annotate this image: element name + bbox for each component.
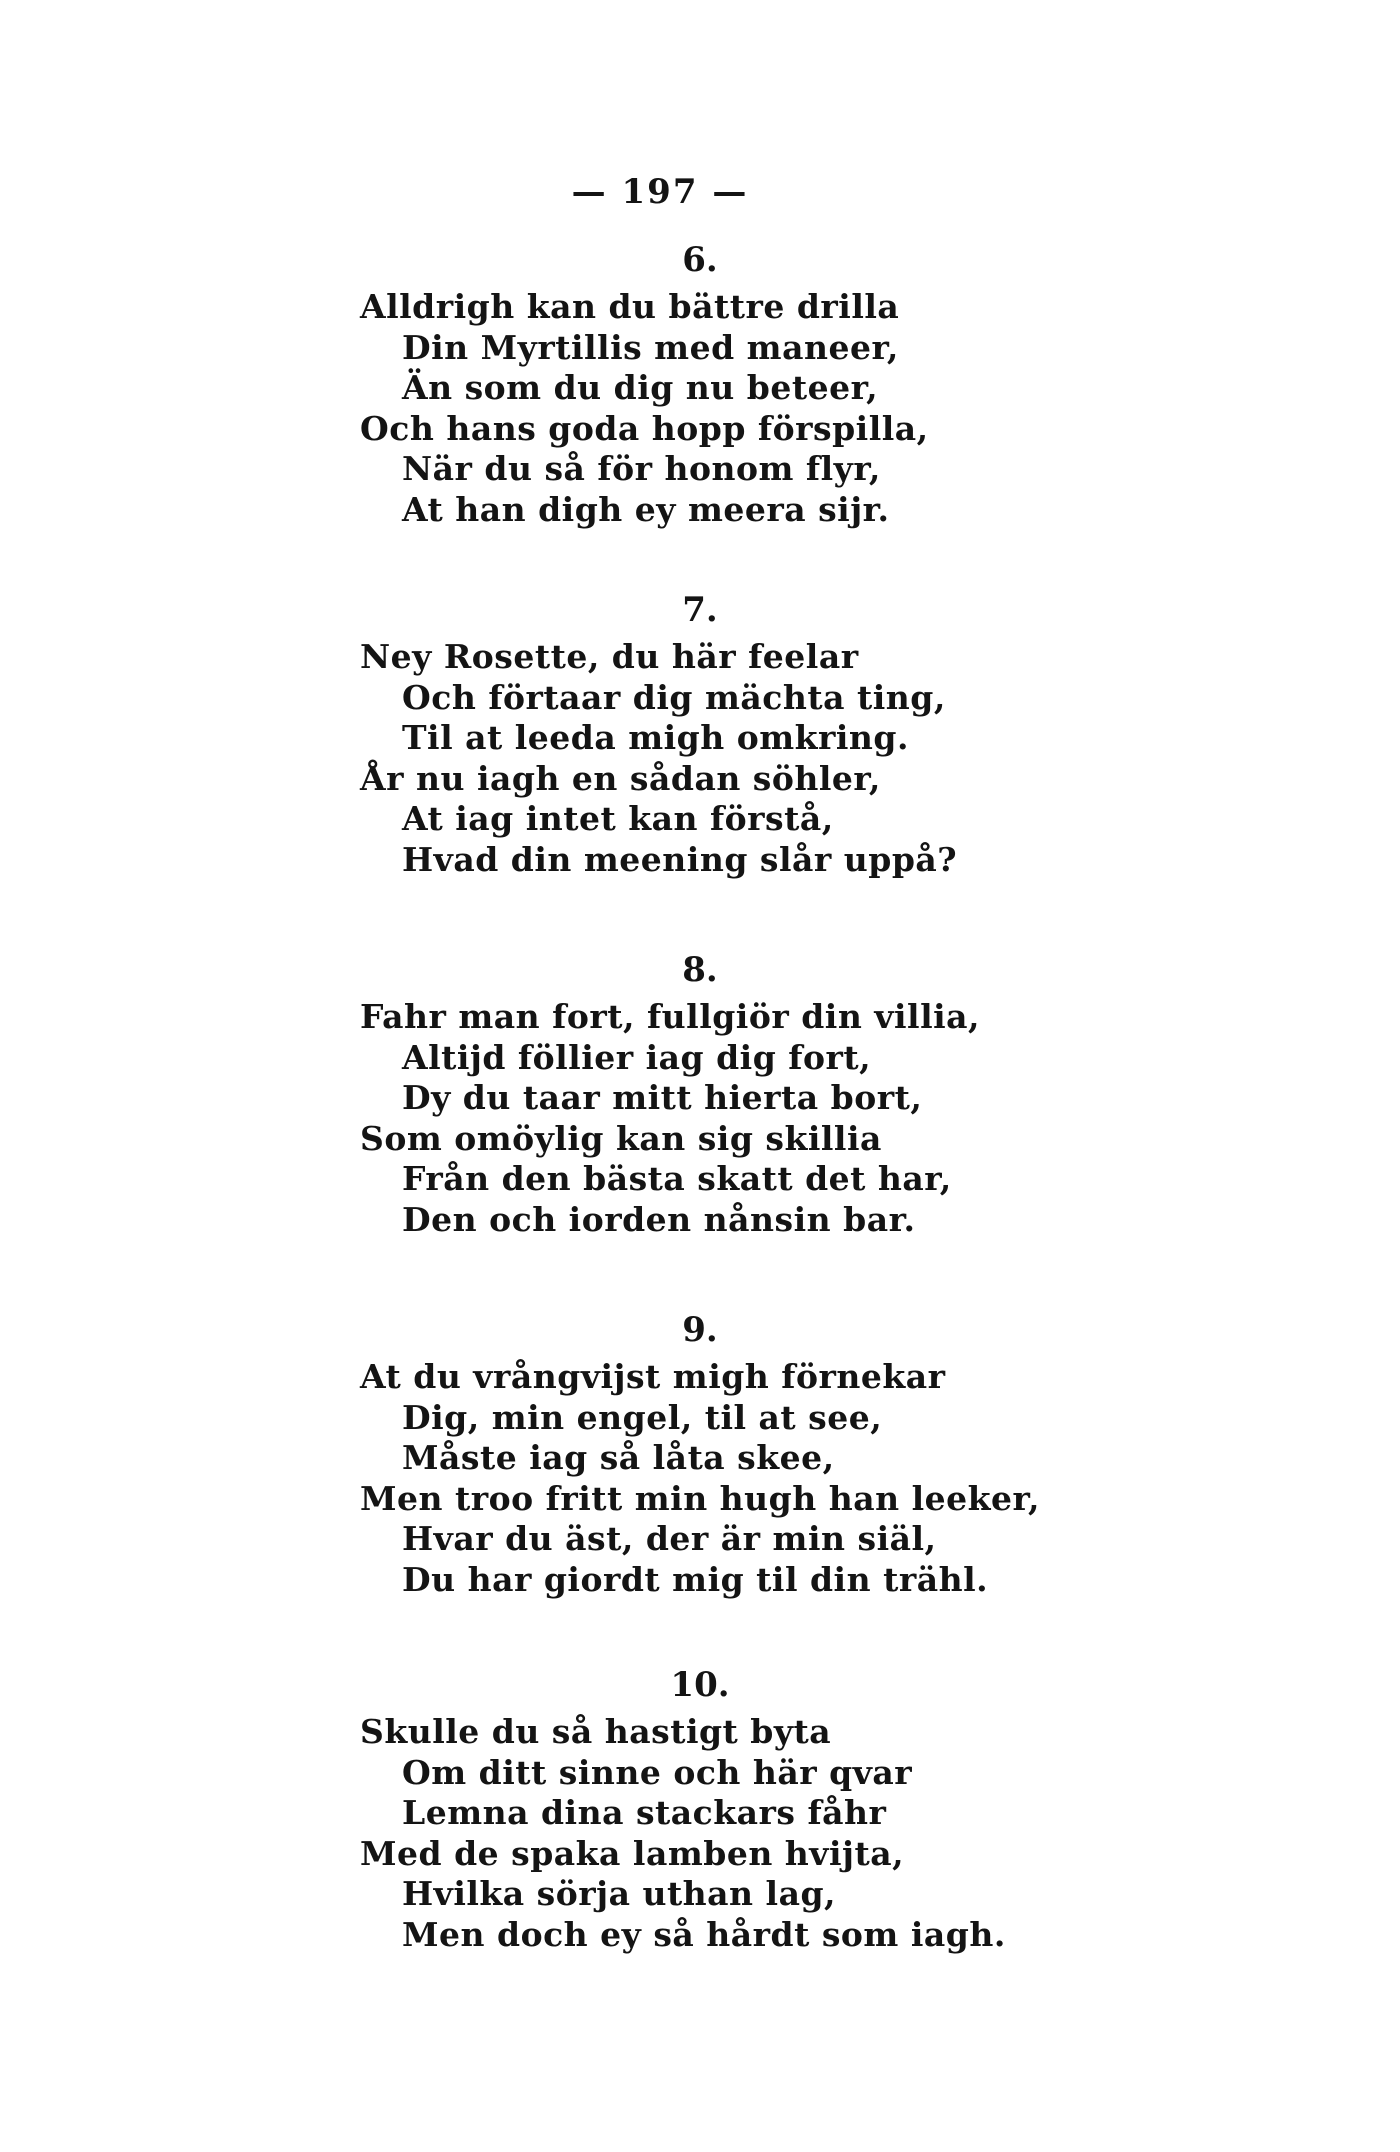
stanza-lines: [360, 1712, 1120, 1955]
stanza-number: 10.: [670, 1665, 730, 1705]
verse-line: At han digh ey meera sijr.: [402, 489, 890, 529]
verse-line: Skulle du så hastigt byta: [360, 1712, 832, 1751]
verse-line: Din Myrtillis med maneer,: [402, 327, 899, 367]
verse-line: At du vrångvijst migh förnekar: [360, 1357, 946, 1396]
verse-line: Med de spaka lamben hvijta,: [360, 1833, 905, 1873]
verse-line: Alldrigh kan du bättre drilla: [360, 287, 900, 326]
verse-line: Lemna dina stackars fåhr: [402, 1793, 887, 1832]
verse-line: Än som du dig nu beteer,: [402, 368, 879, 407]
verse-line: Men doch ey så hårdt som iagh.: [402, 1914, 1006, 1954]
stanza-lines: [360, 287, 1120, 530]
verse-line: Från den bästa skatt det har,: [402, 1159, 952, 1198]
verse-line: At iag intet kan förstå,: [402, 799, 834, 838]
verse-line: Dig, min engel, til at see,: [402, 1397, 883, 1437]
verse-line: Ney Rosette, du här feelar: [360, 637, 859, 676]
verse-line: Och förtaar dig mächta ting,: [402, 677, 946, 717]
verse-line: Om ditt sinne och här qvar: [402, 1752, 913, 1792]
verse-line: Hvad din meening slår uppå?: [402, 839, 958, 879]
stanza-lines: [360, 637, 1120, 880]
verse-line: Som omöylig kan sig skillia: [360, 1118, 882, 1158]
verse-line: Men troo fritt min hugh han leeker,: [360, 1478, 1040, 1518]
verse-line: Fahr man fort, fullgiör din villia,: [360, 997, 981, 1036]
verse-line: Den och iorden nånsin bar.: [402, 1199, 916, 1239]
stanza-number: 7.: [682, 590, 718, 630]
stanza-lines: [360, 997, 1120, 1240]
verse-line: Måste iag så låta skee,: [402, 1438, 835, 1477]
verse-line: År nu iagh en sådan söhler,: [360, 758, 881, 798]
verse-line: Du har giordt mig til din trähl.: [402, 1559, 989, 1599]
verse-line: När du så för honom flyr,: [402, 449, 881, 488]
verse-line: Och hans goda hopp förspilla,: [360, 408, 929, 448]
stanza-number: 9.: [682, 1310, 718, 1350]
verse-line: Til at leeda migh omkring.: [402, 718, 909, 757]
verse-line: Altijd föllier iag dig fort,: [402, 1037, 872, 1077]
stanza-number: 6.: [682, 240, 718, 280]
page-number: — 197 —: [571, 172, 749, 212]
stanza-number: 8.: [682, 950, 718, 990]
verse-line: Hvar du äst, der är min siäl,: [402, 1519, 937, 1558]
verse-line: Dy du taar mitt hierta bort,: [402, 1078, 923, 1117]
verse-line: Hvilka sörja uthan lag,: [402, 1874, 837, 1913]
stanza-lines: [360, 1357, 1120, 1600]
